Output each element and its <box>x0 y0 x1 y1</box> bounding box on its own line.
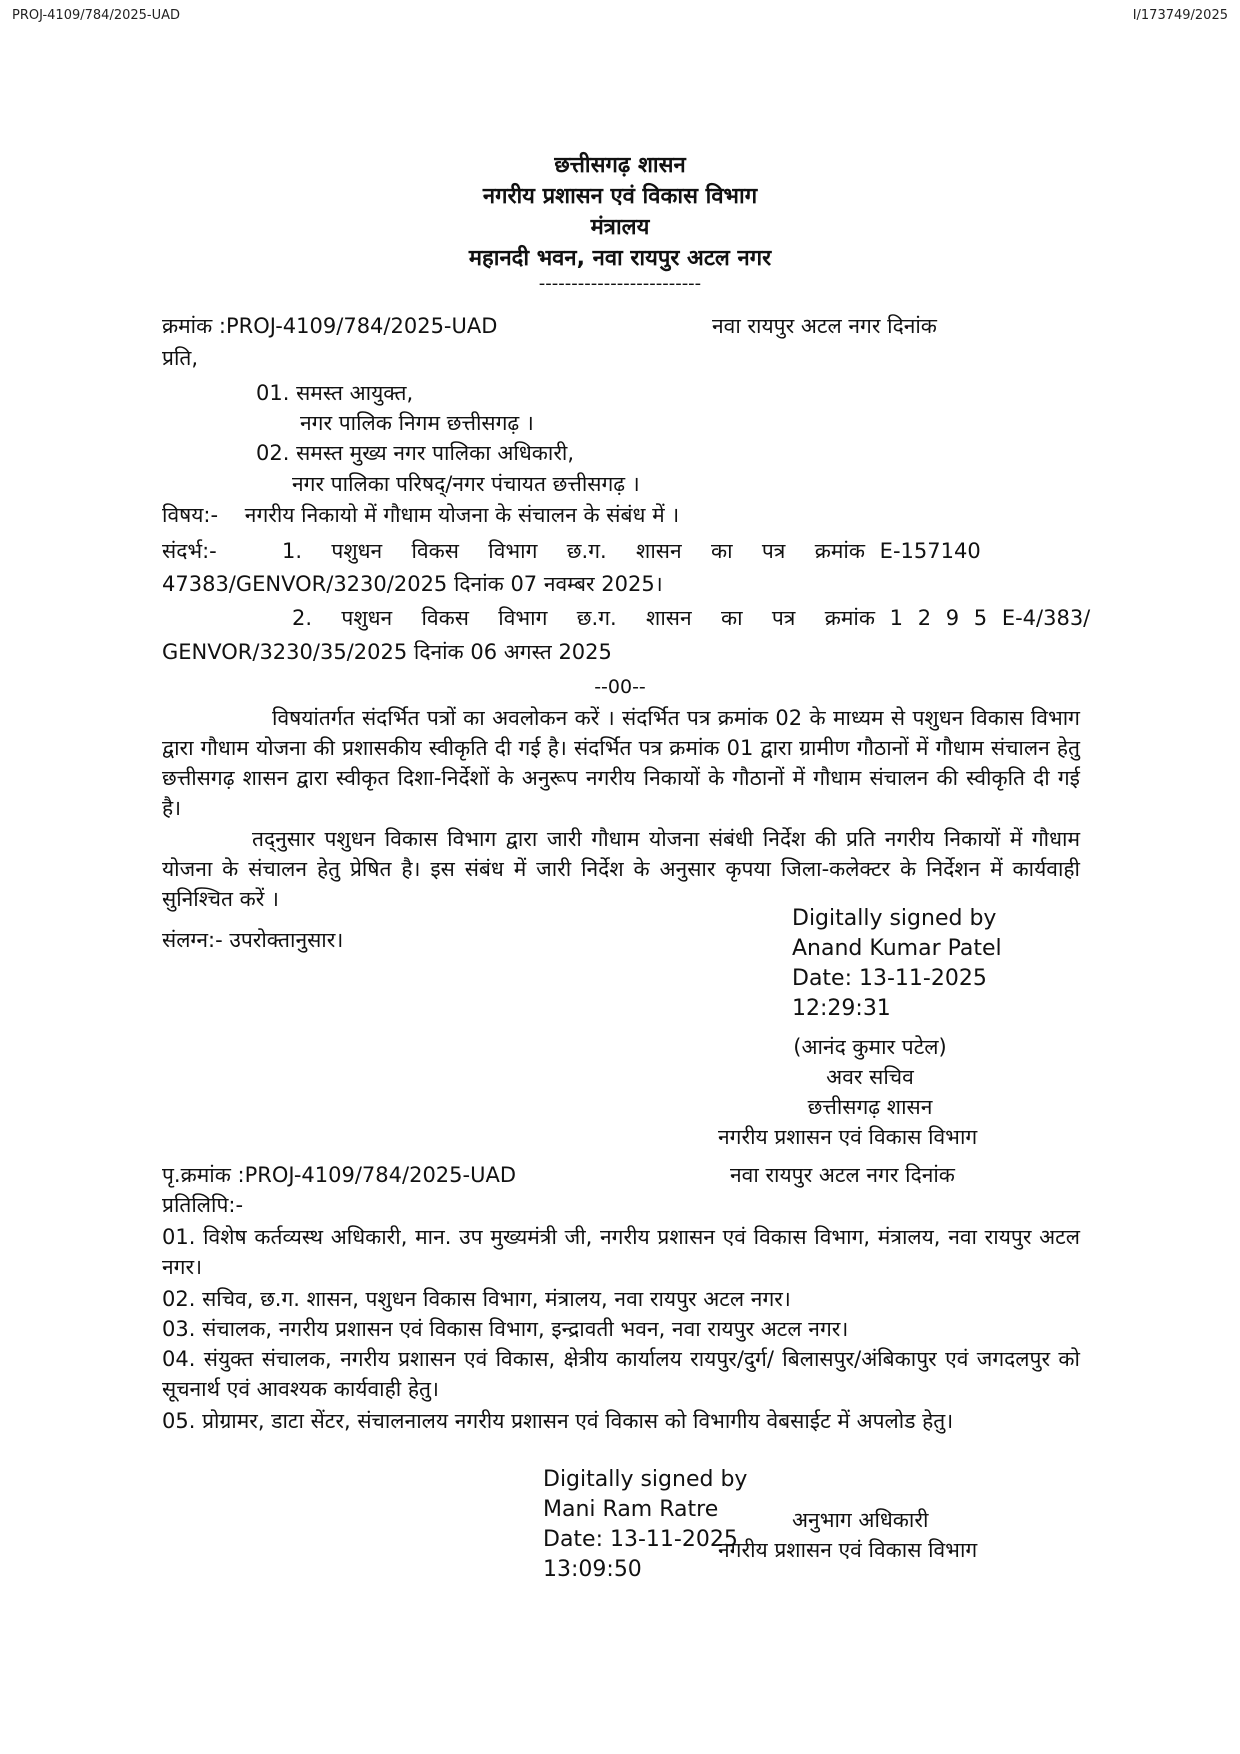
digital-signature-2-date: Date: 13-11-2025 <box>543 1527 738 1552</box>
header-right-ref: I/173749/2025 <box>1132 8 1228 23</box>
reference-1-line1: 1. पशुधन विकस विभाग छ.ग. शासन का पत्र क्रमांक E-157140 <box>282 539 981 563</box>
header-left-ref: PROJ-4109/784/2025-UAD <box>12 8 181 23</box>
signatory-2-designation: अनुभाग अधिकारी <box>792 1508 929 1532</box>
copy-label: प्रतिलिपि:- <box>162 1193 244 1217</box>
recipient-1-line1: 01. समस्त आयुक्त, <box>256 381 414 405</box>
letterhead-department: नगरीय प्रशासन एवं विकास विभाग <box>482 184 758 209</box>
digital-signature-1-name: Anand Kumar Patel <box>792 936 1002 961</box>
copy-item-1: 01. विशेष कर्तव्यस्थ अधिकारी, मान. उप मुख्यमंत्री जी, नगरीय प्रशासन एवं विकास विभाग, मंत्रालय, नवा रायपुर अटल नगर। <box>162 1225 1080 1279</box>
digital-signature-1-time: 12:29:31 <box>792 996 891 1021</box>
reference-2-line2: GENVOR/3230/35/2025 दिनांक 06 अगस्त 2025 <box>162 640 612 664</box>
reference-2-line1: 2. पशुधन विकस विभाग छ.ग. शासन का पत्र क्रमांक 1 2 9 5 E-4/383/ <box>292 606 1091 630</box>
recipient-1-line2: नगर पालिक निगम छत्तीसगढ़ । <box>300 411 534 435</box>
copy-item-2: 02. सचिव, छ.ग. शासन, पशुधन विकास विभाग, मंत्रालय, नवा रायपुर अटल नगर। <box>162 1287 791 1311</box>
letterhead-state: छत्तीसगढ़ शासन <box>554 153 686 178</box>
digital-signature-1-date: Date: 13-11-2025 <box>792 966 987 991</box>
letterhead-ministry: मंत्रालय <box>590 215 650 240</box>
digital-signature-2-line1: Digitally signed by <box>543 1467 748 1492</box>
letter-number: क्रमांक :PROJ-4109/784/2025-UAD <box>162 314 498 338</box>
signatory-1-org1: छत्तीसगढ़ शासन <box>807 1095 933 1119</box>
body-paragraph-2: तद्नुसार पशुधन विकास विभाग द्वारा जारी गौधाम योजना संबंधी निर्देश की प्रति नगरीय निकायों में गौधाम योजना के संचालन हेतु प्रेषित है। इस संबंध में जारी निर्देश के अनुसार कृपया जिला-कलेक्टर के निर्देशन में कार्यवाही सुनिश्चित करें । <box>162 827 1080 911</box>
digital-signature-1-line1: Digitally signed by <box>792 906 997 931</box>
letterhead-address: महानदी भवन, नवा रायपुर अटल नगर <box>468 246 772 271</box>
signatory-1-org2: नगरीय प्रशासन एवं विकास विभाग <box>718 1125 978 1149</box>
signatory-2-org: नगरीय प्रशासन एवं विकास विभाग <box>718 1538 978 1562</box>
digital-signature-2-name: Mani Ram Ratre <box>543 1497 719 1522</box>
recipient-2-line1: 02. समस्त मुख्य नगर पालिका अधिकारी, <box>256 441 575 465</box>
recipient-2-line2: नगर पालिका परिषद्/नगर पंचायत छत्तीसगढ़ । <box>292 472 640 496</box>
digital-signature-2-time: 13:09:50 <box>543 1557 642 1582</box>
letter-place-date: नवा रायपुर अटल नगर दिनांक <box>712 314 937 338</box>
copy-number: पृ.क्रमांक :PROJ-4109/784/2025-UAD <box>162 1163 517 1187</box>
separator: --00-- <box>594 676 646 698</box>
enclosure: संलग्न:- उपरोक्तानुसार। <box>162 928 344 952</box>
copy-item-4: 04. संयुक्त संचालक, नगरीय प्रशासन एवं विकास, क्षेत्रीय कार्यालय रायपुर/दुर्ग/ बिलासपुर/अंबिकापुर एवं जगदलपुर को सूचनार्थ एवं आवश्यक कार्यवाही हेतु। <box>162 1347 1080 1401</box>
subject: विषय:- नगरीय निकायो में गौधाम योजना के संचालन के संबंध में । <box>162 503 680 527</box>
reference-label: संदर्भ:- <box>162 539 217 563</box>
signatory-1-name: (आनंद कुमार पटेल) <box>793 1035 947 1059</box>
to-label: प्रति, <box>162 346 199 370</box>
copy-item-5: 05. प्रोग्रामर, डाटा सेंटर, संचालनालय नगरीय प्रशासन एवं विकास को विभागीय वेबसाईट में अपलोड हेतु। <box>162 1409 954 1433</box>
signatory-1-designation: अवर सचिव <box>826 1065 914 1089</box>
letterhead-rule: ------------------------- <box>538 273 702 294</box>
copy-place-date: नवा रायपुर अटल नगर दिनांक <box>730 1163 955 1187</box>
body-paragraph-1: विषयांतर्गत संदर्भित पत्रों का अवलोकन करें । संदर्भित पत्र क्रमांक 02 के माध्यम से पशुधन विकास विभाग द्वारा गौधाम योजना की प्रशासकीय स्वीकृति दी गई है। संदर्भित पत्र क्रमांक 01 द्वारा ग्रामीण गौठानों में गौधाम संचालन हेतु छत्तीसगढ़ शासन द्वारा स्वीकृत दिशा-निर्देशों के अनुरूप नगरीय निकायों के गौठानों में गौधाम संचालन की स्वीकृति दी गई है। <box>162 706 1080 820</box>
copy-item-3: 03. संचालक, नगरीय प्रशासन एवं विकास विभाग, इन्द्रावती भवन, नवा रायपुर अटल नगर। <box>162 1317 849 1341</box>
reference-1-line2: 47383/GENVOR/3230/2025 दिनांक 07 नवम्बर 2025। <box>162 572 663 596</box>
